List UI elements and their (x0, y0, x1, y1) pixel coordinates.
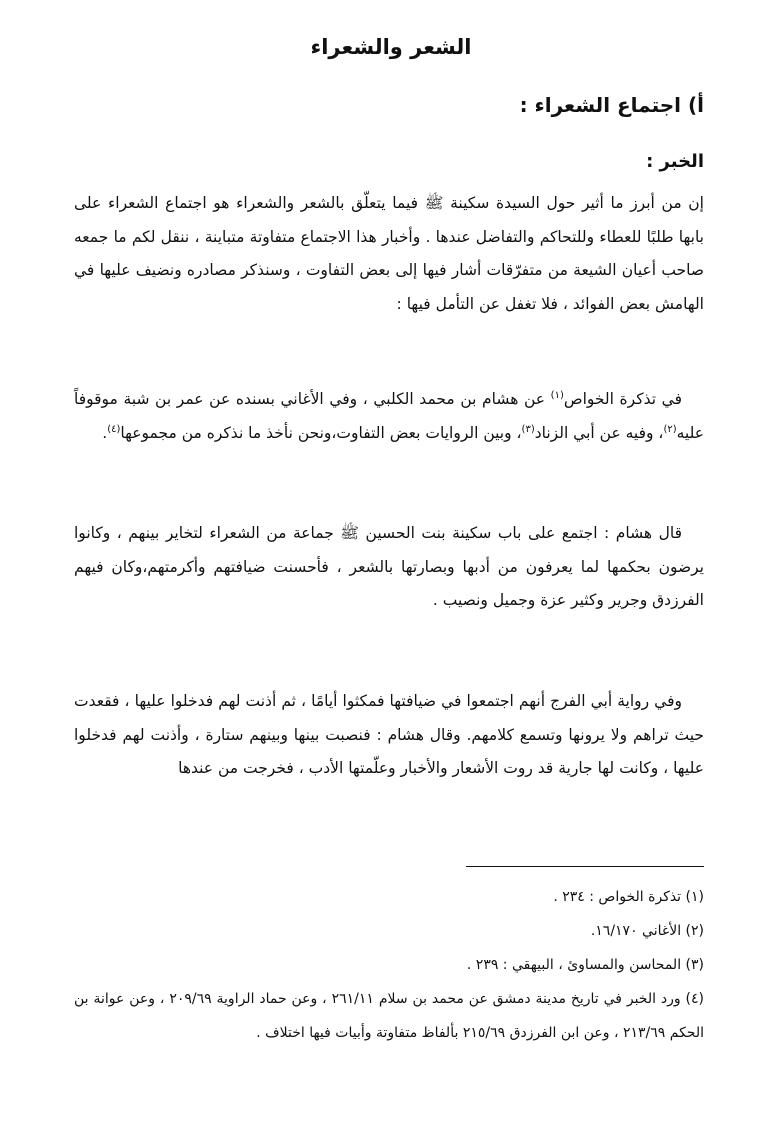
footnotes-list (74, 880, 704, 1050)
footnote-ref-1: (١) (550, 389, 564, 401)
footnote-item-3: (٣) المحاسن والمساوئ ، البيهقي : ٢٣٩ . (466, 957, 704, 973)
paragraph-sources-text-c: ، وفيه عن أبي الزناد (534, 423, 664, 442)
paragraph-intro: إن من أبرز ما أثير حول السيدة سكينة ﷺ فيما يتعلّق بالشعر والشعراء هو اجتماع الشعراء على بابها طلبًا للعطاء وللتحاكم والتفاضل عندها . وأخبار هذا الاجتماع متفاوتة متباينة ، ننقل لكم ما جمعه صاحب أعيان الشيعة من متفرّقات أشار فيها إلى بعض التفاوت ، وسنذكر مصادره ونضيف عليها في الهامش بعض الفوائد ، فلا تغفل عن التأمل فيها : (74, 194, 704, 313)
footnote-item-4: (٤) ورد الخبر في تاريخ مدينة دمشق عن محمد بن سلام ٢٦١/١١ ، وعن حماد الراوية ٢٠٩/٦٩ ، وعن عوانة بن الحكم ٢١٣/٦٩ ، وعن ابن الفرزدق ٢١٥/٦٩ بألفاظ متفاوتة وأبيات فيها اختلاف . (74, 991, 705, 1041)
paragraph-sources-text-b: عن هشام بن محمد الكلبي ، وفي الأغاني بسنده عن عمر بن شبة موقوفاً عليه (74, 390, 704, 442)
footnote-ref-2: (٢) (663, 423, 677, 435)
paragraph-sources-text-a: في تذكرة الخواص (563, 390, 682, 408)
paragraph-sources-text-d: ، وبين الروايات بعض التفاوت،ونحن نأخذ ما نذكره من مجموعها (120, 423, 522, 442)
sub-heading: الخبر : (646, 151, 704, 172)
footnote-ref-3: (٣) (521, 423, 535, 435)
paragraph-hisham: قال هشام : اجتمع على باب سكينة بنت الحسين ﷺ جماعة من الشعراء لتخاير بينهم ، وكانوا يرضون بحكمها لما يعرفون من أدبها وبصارتها بالشعر ، فأحسنت ضيافتهم وأكرمتهم،وكان فيهم الفرزدق وجرير وكثير عزة وجميل ونصيب . (74, 524, 704, 609)
footnote-ref-4: (٤) (107, 423, 121, 435)
paragraph-sources-text-e: . (102, 423, 108, 442)
footnote-item-2: (٢) الأغاني ١٦/١٧٠. (590, 923, 704, 939)
footnote-divider (466, 866, 704, 867)
page-title: الشعر والشعراء (310, 35, 472, 59)
section-heading: أ) اجتماع الشعراء : (519, 93, 704, 117)
paragraph-sources (74, 383, 704, 450)
paragraph-abu-faraj: وفي رواية أبي الفرج أنهم اجتمعوا في ضيافتها فمكثوا أيامًا ، ثم أذنت لهم فدخلوا عليها ، فقعدت حيث تراهم ولا يرونها وتسمع كلامهم. وقال هشام : فنصبت بينها وبينهم ستارة ، وأذنت لهم فدخلوا عليها ، وكانت لها جارية قد روت الأشعار والأخبار وعلّمتها الأدب ، فخرجت من عندها (74, 692, 704, 777)
footnote-item-1: (١) تذكرة الخواص : ٢٣٤ . (553, 889, 704, 905)
